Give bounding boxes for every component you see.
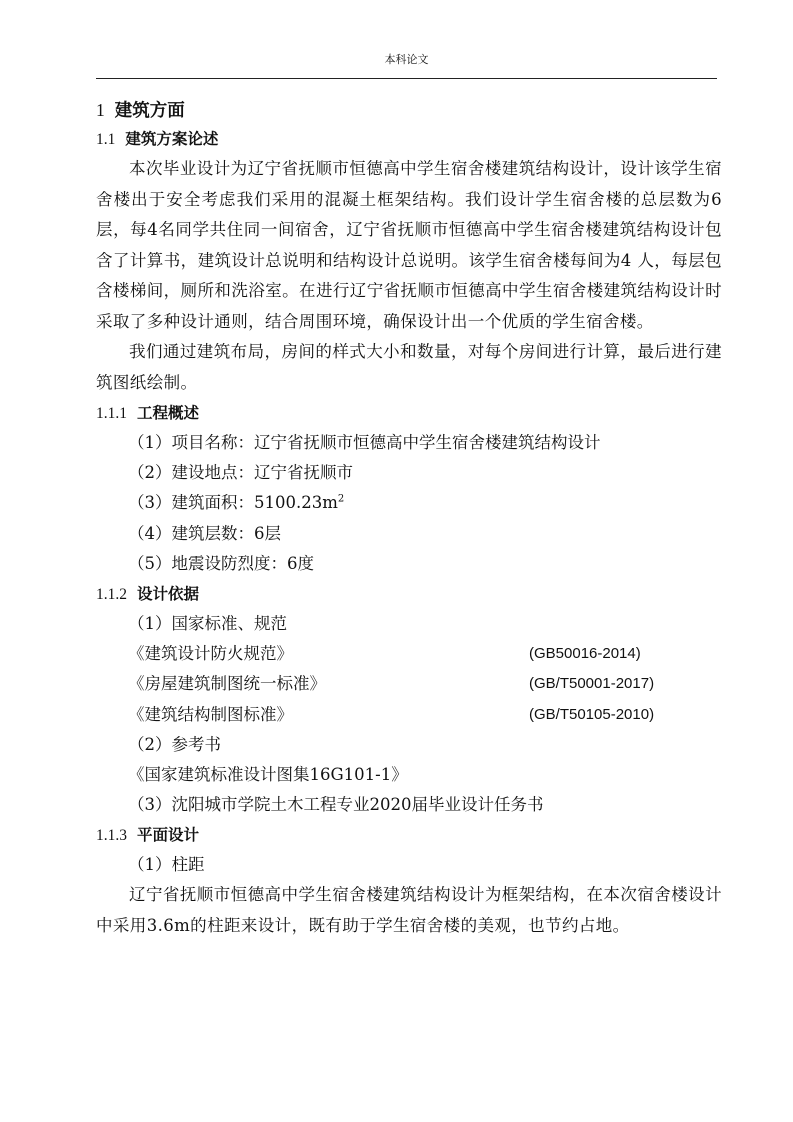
section-number: 1 [96,100,105,120]
section-title: 设计依据 [137,584,200,603]
section-1-1-2-heading [96,579,722,609]
list-item: （3）沈阳城市学院土木工程专业2020届毕业设计任务书 [128,795,544,815]
list-item [96,488,722,518]
list-item: （1）国家标准、规范 [128,613,287,633]
list-item: （1）柱距 [128,855,205,875]
section-title: 建筑方案论述 [125,130,219,148]
paragraph: 我们通过建筑布局，房间的样式大小和数量，对每个房间进行计算，最后进行建筑图纸绘制。 [96,342,722,392]
standard-code: (GB/T50001-2017) [529,675,655,693]
list-item: （2）建设地点：辽宁省抚顺市 [128,463,353,483]
section-1-1-1-heading [96,398,722,428]
list-item: 《国家建筑标准设计图集16G101-1》 [128,764,408,784]
list-item: （5）地震设防烈度：6度 [128,553,314,573]
area-superscript: 2 [337,493,345,505]
section-title: 工程概述 [137,404,200,422]
area-text: （3）建筑面积：5100.23m [128,493,338,513]
standard-row [96,669,722,699]
paragraph: 辽宁省抚顺市恒德高中学生宿舍楼建筑结构设计为框架结构，在本次宿舍楼设计中采用3.6m的柱距来设计，既有助于学生宿舍楼的美观，也节约占地。 [96,885,722,935]
list-item: （2）参考书 [128,734,221,754]
paragraph: 本次毕业设计为辽宁省抚顺市恒德高中学生宿舍楼建筑结构设计，设计该学生宿舍楼出于安全考虑我们采用的混凝土框架结构。我们设计学生宿舍楼的总层数为6层，每4名同学共住同一间宿舍，辽宁省抚顺市恒德高中学生宿舍楼建筑结构设计包含了计算书，建筑设计总说明和结构设计总说明。该学生宿舍楼每间为4 人，每层包含楼梯间，厕所和洗浴室。在进行辽宁省抚顺市恒德高中学生宿舍楼建筑结构设计时采取了多种设计通则，结合周围环境，确保设计出一个优质的学生宿舍楼。 [96,159,722,331]
page-header-title: 本科论文 [384,53,429,66]
section-number: 1.1 [96,131,116,148]
standard-code: (GB/T50105-2010) [529,705,655,723]
section-number: 1.1.2 [96,585,127,603]
page-header [96,52,717,79]
standard-row [96,639,722,669]
section-1-heading [96,96,722,124]
list-item: （1）项目名称：辽宁省抚顺市恒德高中学生宿舍楼建筑结构设计 [128,433,601,452]
section-title: 平面设计 [137,826,200,845]
section-1-1-3-heading [96,820,722,850]
standard-code: (GB50016-2014) [529,645,641,663]
standard-name: 《建筑设计防火规范》 [128,644,293,664]
section-1-1-heading [96,124,722,154]
document-body [96,96,722,941]
standard-name: 《建筑结构制图标准》 [128,704,293,724]
section-title: 建筑方面 [114,101,185,121]
section-number: 1.1.3 [96,827,127,845]
section-number: 1.1.1 [96,405,127,422]
standard-row [96,700,722,730]
standard-name: 《房屋建筑制图统一标准》 [128,674,326,694]
list-item: （4）建筑层数：6层 [128,523,281,543]
